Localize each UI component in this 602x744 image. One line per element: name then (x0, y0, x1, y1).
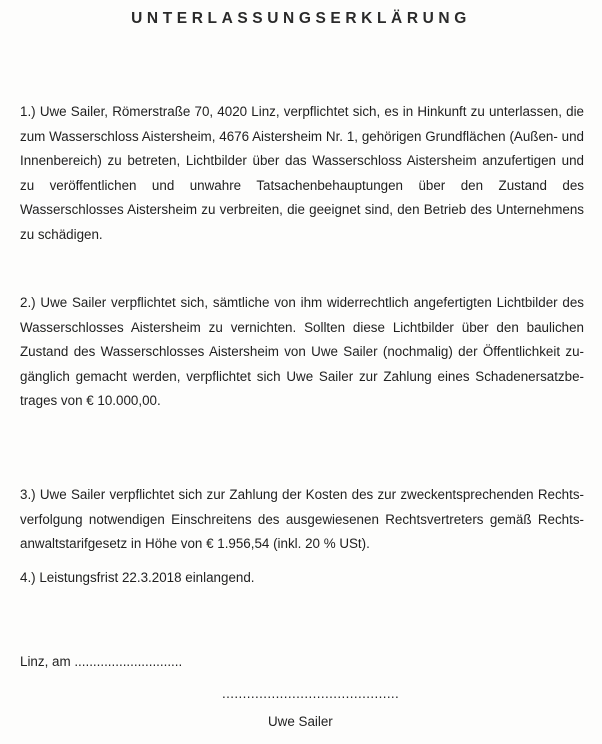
paragraph-3: 3.) Uwe Sailer verpflichtet sich zur Zahlung der Kosten des zur zweckentsprechenden Rechtsverfolgung notwendigen Einschreitens des ausgewiesenen Rechtsvertreters gemäß Rechtsanwaltstarifgesetz in Höhe von € 1.956,54 (inkl. 20 % USt). (20, 487, 584, 551)
paragraph-1: 1.) Uwe Sailer, Römerstraße 70, 4020 Linz, verpflichtet sich, es in Hinkunft zu unterlassen, die zum Wasserschloss Aistersheim, 4676 Aistersheim Nr. 1, gehörigen Grundflächen (Außen- und Innenbereich) zu betreten, Lichtbilder über das Wasserschloss Aistersheim anzufertigen und zu veröffentlichen und unwahre Tatsachenbehauptungen über den Zustand des Wasserschlosses Aistersheim zu verbreiten, die geeignet sind, den Betrieb des Unternehmens zu schädigen. (20, 104, 584, 242)
paragraph-2: 2.) Uwe Sailer verpflichtet sich, sämtliche von ihm widerrechtlich angefertigten Lichtbilder des Wasserschlosses Aistersheim zu vernichten. Sollten diese Lichtbilder über den baulichen Zustand des Wasserschlosses Aistersheim von Uwe Sailer (nochmalig) der Öffentlichkeit zugänglich gemacht werden, verpflichtet sich Uwe Sailer zur Zahlung eines Schadenersatzbetrages von € 10.000,00. (20, 295, 584, 408)
signatory-name: Uwe Sailer (268, 714, 333, 729)
signature-line: ........................................... (222, 686, 400, 701)
paragraph-4: 4.) Leistungsfrist 22.3.2018 einlangend. (20, 570, 255, 585)
document-title: UNTERLASSUNGSERKLÄRUNG (131, 10, 471, 27)
place-date-line: Linz, am ............................. (20, 654, 183, 669)
